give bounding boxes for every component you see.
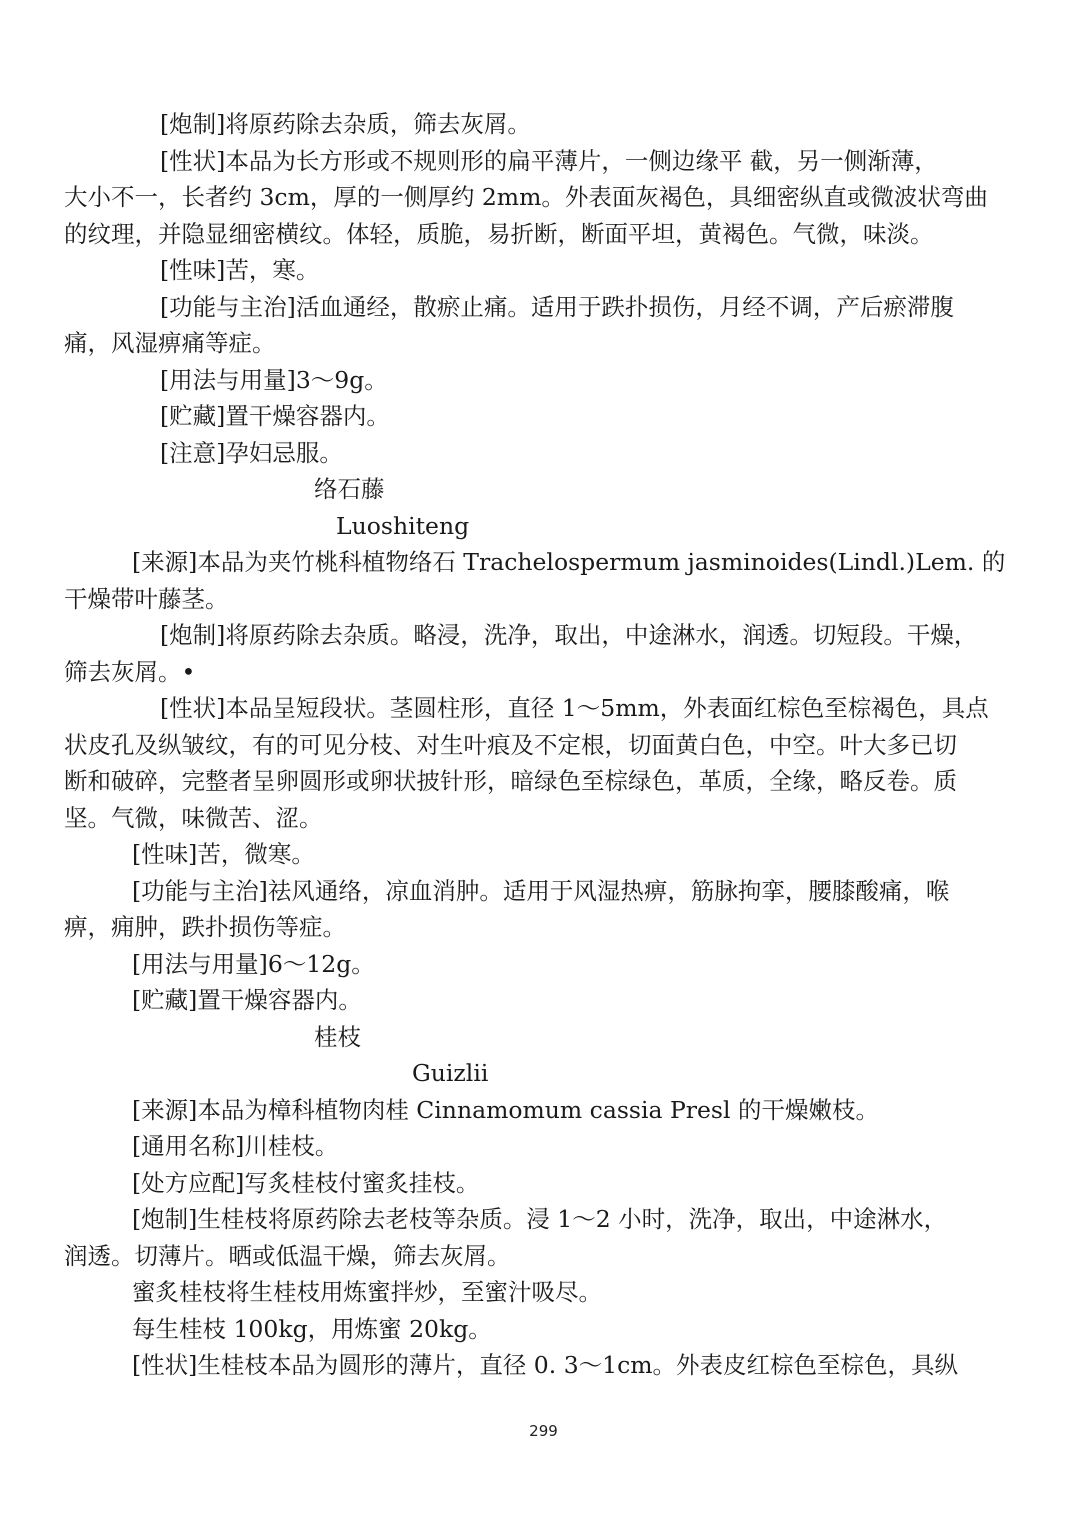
text-line: 痹，痈肿，跌扑损伤等症。 [64,913,346,941]
text-line: [贮藏]置干燥容器内。 [132,986,362,1014]
body-text [64,106,1026,1384]
text-line: [来源]本品为夹竹桃科植物络石 Trachelospermum jasminoides(Lindl.)Lem. 的 [132,548,1006,576]
text-line: [性状]本品呈短段状。茎圆柱形，直径 1～5mm，外表面红棕色至棕褐色，具点 [160,694,989,722]
text-line: [来源]本品为樟科植物肉桂 Cinnamomum cassia Presl 的干燥嫩枝。 [132,1095,879,1124]
section-pinyin: Guizlii [412,1059,489,1087]
text-line: [性状]生桂枝本品为圆形的薄片，直径 0. 3～1cm。外表皮红棕色至棕色，具纵 [132,1351,959,1379]
section-title: 桂枝 [314,1022,361,1051]
text-line: 干燥带叶藤茎。 [64,584,229,613]
text-line: 每生桂枝 100kg，用炼蜜 20kg。 [132,1314,492,1343]
section-pinyin: Luoshiteng [336,511,470,540]
text-line: [性味]苦，微寒。 [132,840,315,868]
text-line: [功能与主治]活血通经，散瘀止痛。适用于跌扑损伤，月经不调，产后瘀滞腹 [160,292,954,321]
text-line: 大小不一，长者约 3cm，厚的一侧厚约 2mm。外表面灰褐色，具细密纵直或微波状弯曲 [64,183,988,211]
text-line: 坚。气微，味微苦、涩。 [64,803,323,832]
text-line: [炮制]将原药除去杂质，筛去灰屑。 [160,110,531,138]
text-line: 筛去灰屑。• [64,657,196,686]
text-line: 断和破碎，完整者呈卵圆形或卵状披针形，暗绿色至棕绿色，革质，全缘，略反卷。质 [64,767,957,795]
text-line: [炮制]将原药除去杂质。略浸，洗净，取出，中途淋水，润透。切短段。干燥， [160,621,978,649]
text-line: [性状]本品为长方形或不规则形的扁平薄片，一侧边缘平 截，另一侧渐薄， [160,146,938,175]
text-line: [性味]苦，寒。 [160,256,320,284]
text-line: 的纹理，并隐显细密横纹。体轻，质脆，易折断，断面平坦，黄褐色。气微，味淡。 [64,219,934,248]
text-line: 润透。切薄片。晒或低温干燥，筛去灰屑。 [64,1241,511,1270]
text-line: 状皮孔及纵皱纹，有的可见分枝、对生叶痕及不定根，切面黄白色，中空。叶大多已切 [64,730,957,759]
text-line: [通用名称]川桂枝。 [132,1132,339,1160]
text-line: [炮制]生桂枝将原药除去老枝等杂质。浸 1～2 小时，洗净，取出，中途淋水， [132,1205,948,1233]
text-line: [用法与用量]6～12g。 [132,949,375,978]
text-line: [贮藏]置干燥容器内。 [160,402,390,430]
page-number: 299 [529,1422,558,1440]
text-line: [功能与主治]祛风通络，凉血消肿。适用于风湿热痹，筋脉拘挛，腰膝酸痛，喉 [132,876,950,905]
text-line: [注意]孕妇忌服。 [160,438,343,467]
text-line: 痛，风湿痹痛等症。 [64,329,276,357]
text-line: [处方应配]写炙桂枝付蜜炙挂枝。 [132,1168,480,1197]
text-line: 蜜炙桂枝将生桂枝用炼蜜拌炒，至蜜汁吸尽。 [132,1278,602,1306]
text-line: [用法与用量]3～9g。 [160,365,388,394]
section-title: 络石藤 [314,475,385,503]
